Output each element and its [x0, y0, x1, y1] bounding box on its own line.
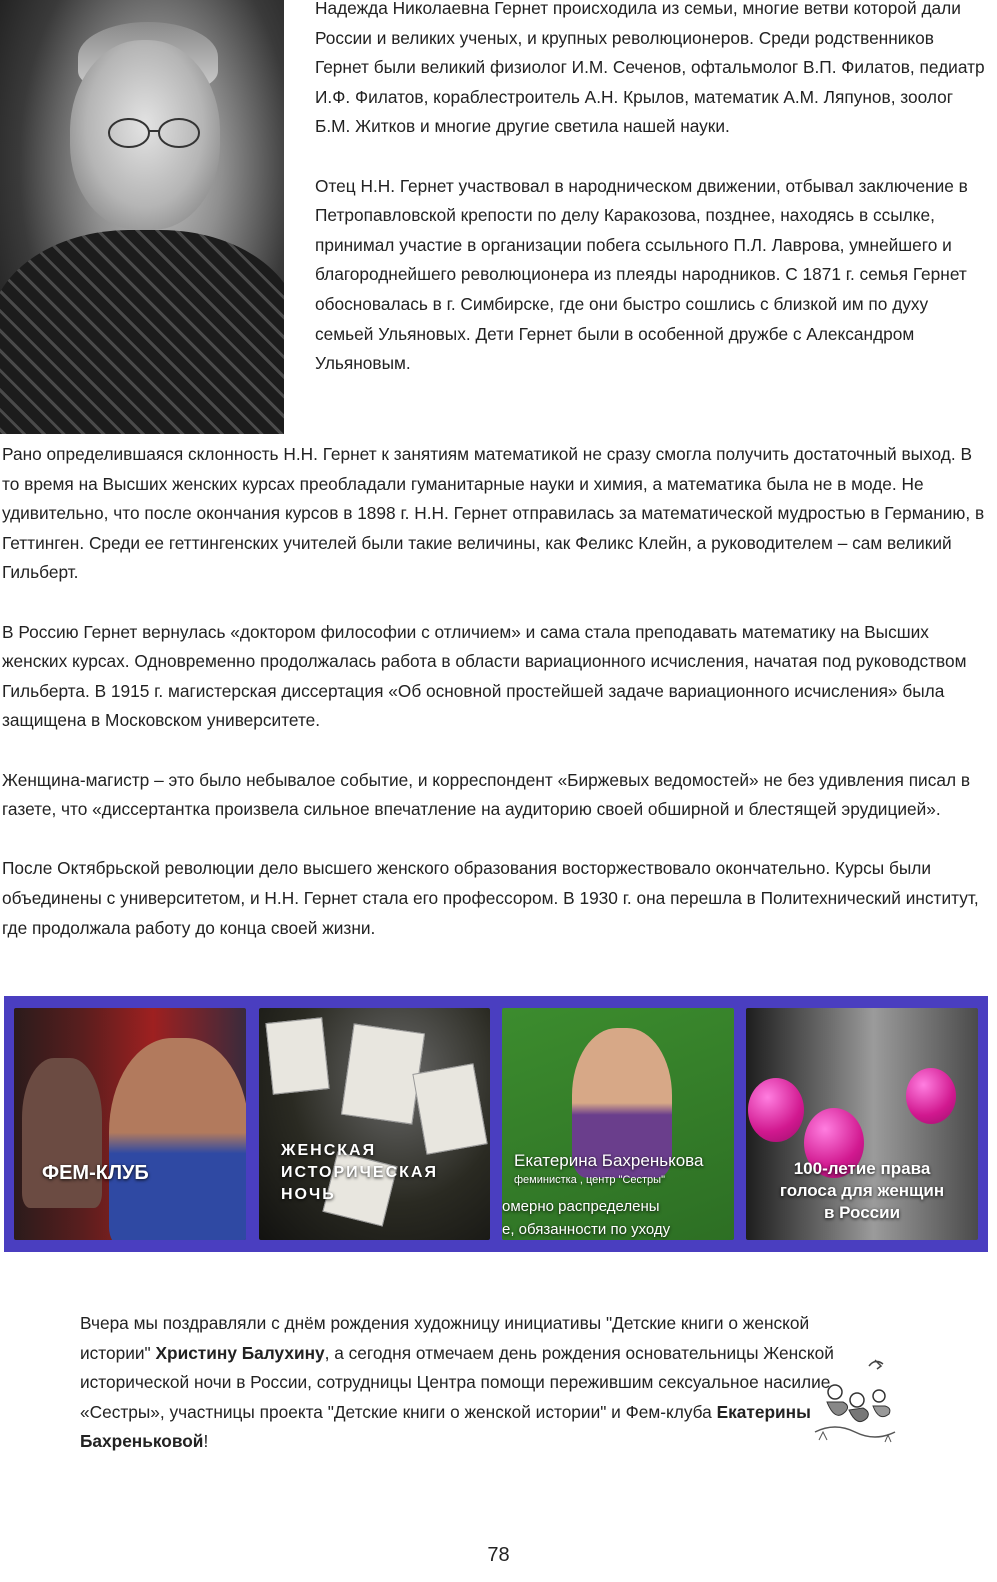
video-caption: ФЕМ-КЛУБ [42, 1162, 149, 1184]
portrait-coat [0, 230, 284, 434]
caption-line: 100-летие права [793, 1159, 931, 1178]
highlighted-name: Екатерины Бахреньковой [80, 1401, 811, 1452]
video-thumbnail-strip [4, 996, 988, 1252]
body-paragraph-3: Женщина-магистр – это было небывалое событие, и корреспондент «Биржевых ведомостей» не без удивления писал в газете, что «диссертантка произвела сильное впечатление на аудиторию своей обширной и блестящей эрудицией». [2, 769, 971, 820]
page-number: 78 [487, 1544, 510, 1566]
speaker-role: феминистка , центр "Сестры" [514, 1174, 665, 1186]
caption-line: в России [823, 1203, 901, 1222]
intro-paragraph-1: Надежда Николаевна Гернет происходила из семьи, многие ветви которой дали России и великих ученых, и крупных революционеров. Среди родственников Гернет были великий физиолог И.М. Сеченов, офтальмолог В.П. Филатов, педиатр И.Ф. Филатов, кораблестроитель А.Н. Крылов, математик А.М. Ляпунов, зоолог Б.М. Житков и многие другие светила нашей науки. [315, 0, 985, 137]
caption-line: НОЧЬ [281, 1186, 336, 1203]
speaker-name: Екатерина Бахренькова [514, 1151, 704, 1170]
pince-nez-glasses [105, 115, 205, 151]
body-paragraph-4: После Октябрьской революции дело высшего женского образования восторжествовало окончательно. Курсы были объединены с университетом, и Н.Н. Гернет стала его профессором. В 1930 г. она перешла в Политехнический институт, где продолжала работу до конца своей жизни. [2, 858, 979, 938]
video-caption [746, 1158, 978, 1224]
birthday-announcement [80, 1309, 850, 1457]
subtitle-line: омерно распределены [502, 1198, 660, 1215]
text-segment: Вчера мы поздравляли с днём рождения художницу инициативы "Детские книги о женской истории" [80, 1313, 810, 1363]
video-thumb-suffrage-centenary[interactable] [746, 1008, 978, 1240]
video-thumb-fem-club[interactable] [14, 1008, 246, 1240]
caption-line: ИСТОРИЧЕСКАЯ [281, 1164, 438, 1181]
text-segment: ! [203, 1431, 209, 1452]
intro-text [315, 0, 987, 379]
balloon [748, 1078, 804, 1142]
person-figure [109, 1038, 246, 1240]
caption-line: ЖЕНСКАЯ [281, 1142, 377, 1159]
hanging-paper [265, 1017, 329, 1095]
intro-paragraph-2: Отец Н.Н. Гернет участвовал в народническом движении, отбывал заключение в Петропавловской крепости по делу Каракозова, позднее, находясь в ссылке, принимал участие в организации побега ссыльного П.Л. Лаврова, умнейшего и благороднейшего революционера из плеяды народников. С 1871 г. семья Гернет обосновалась в г. Симбирске, где они быстро сошлись с близкой им по духу семьей Ульяновых. Дети Гернет были в особенной дружбе с Александром Ульяновым. [315, 175, 968, 374]
highlighted-name: Христину Балухину [155, 1342, 325, 1363]
body-paragraph-2: В Россию Гернет вернулась «доктором философии с отличием» и сама стала преподавать математику на Высших женских курсах. Одновременно продолжалась работа в области вариационного исчисления, начатая под руководством Гильберта. В 1915 г. магистерская диссертация «Об основной простейшей задаче вариационного исчисления» была защищена в Московском университете. [2, 621, 967, 731]
video-caption [281, 1140, 438, 1206]
caption-line: голоса для женщин [779, 1181, 945, 1200]
biography-text [2, 440, 992, 943]
video-thumb-womens-history-night[interactable] [259, 1008, 490, 1240]
text-segment: , а сегодня отмечаем день рождения основательницы Женской исторической ночи в России, сотрудницы Центра помощи пережившим сексуальное насилие «Сестры», участницы проекта "Детские книги о женской истории" и Фем-клуба [80, 1342, 834, 1422]
person-figure [22, 1058, 102, 1208]
portrait-photo [0, 0, 284, 434]
birthday-paragraph [80, 1309, 850, 1457]
body-paragraph-1: Рано определившаяся склонность Н.Н. Гернет к занятиям математикой не сразу смогла получить достаточный выход. В то время на Высших женских курсах преобладали гуманитарные науки и химия, а математика была не в моде. Не удивительно, что после окончания курсов в 1898 г. Н.Н. Гернет отправилась за математической мудростью в Германию, в Геттинген. Среди ее геттингенских учителей были такие величины, как Феликс Клейн, а руководителем – сам великий Гильберт. [2, 444, 985, 583]
balloon [906, 1068, 956, 1124]
children-illustration [805, 1352, 905, 1452]
subtitle-line: е, обязанности по уходу [502, 1221, 671, 1238]
video-thumb-interview[interactable] [502, 1008, 734, 1240]
